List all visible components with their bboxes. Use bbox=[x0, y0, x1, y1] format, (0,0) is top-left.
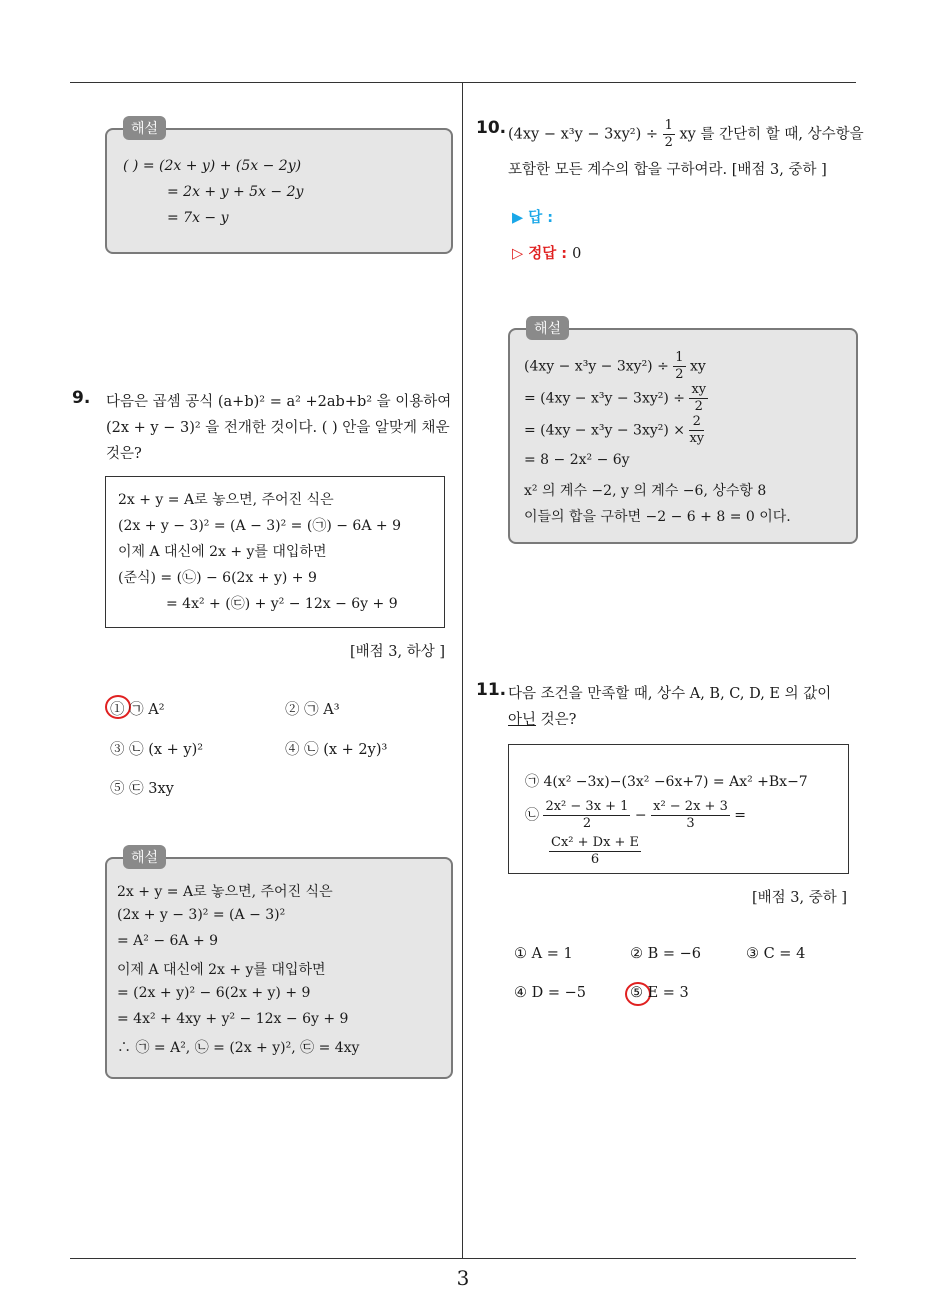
solution-line: = 2x + y + 5x − 2y bbox=[167, 184, 304, 200]
solution-box-q8 bbox=[105, 121, 453, 254]
solution-line bbox=[524, 382, 708, 415]
solution-line: 2x + y = A로 놓으면, 주어진 식은 bbox=[117, 884, 333, 900]
choice-2[interactable]: ② B = −6 bbox=[630, 946, 702, 962]
choice-3[interactable]: ③ ㉡ (x + y)² bbox=[110, 742, 204, 758]
solution-line: (2x + y − 3)² = (A − 3)² bbox=[117, 907, 286, 923]
box-line: = 4x² + (㉢) + y² − 12x − 6y + 9 bbox=[166, 596, 398, 612]
operator: = bbox=[734, 807, 747, 824]
correct-label: ▷ 정답 : bbox=[512, 246, 568, 262]
fraction-denominator: 2 bbox=[694, 399, 703, 414]
question-text bbox=[508, 118, 864, 151]
solution-line: ( ) = (2x + y) + (5x − 2y) bbox=[123, 158, 302, 174]
box-line bbox=[549, 835, 641, 868]
choice-3[interactable]: ③ C = 4 bbox=[746, 946, 806, 962]
choice-1[interactable]: ① A = 1 bbox=[514, 946, 573, 962]
fraction-numerator: x² − 2x + 3 bbox=[653, 799, 728, 814]
fraction bbox=[549, 835, 641, 868]
question-text: (2x + y − 3)² 을 전개한 것이다. ( ) 안을 알맞게 채운 bbox=[106, 420, 450, 436]
condition-box-q9 bbox=[105, 476, 445, 628]
choice-5[interactable]: ⑤ E = 3 bbox=[630, 985, 689, 1001]
solution-line bbox=[524, 414, 704, 447]
box-line bbox=[525, 799, 746, 832]
fraction bbox=[689, 414, 704, 447]
solution-tag: 해설 bbox=[123, 845, 166, 869]
fraction-denominator: xy bbox=[689, 431, 705, 446]
fraction bbox=[651, 799, 730, 832]
solution-line: = A² − 6A + 9 bbox=[117, 933, 219, 949]
expression: = (4xy − x³y − 3xy²) × bbox=[524, 422, 685, 439]
question-number: 10. bbox=[476, 118, 507, 138]
solution-line: = 8 − 2x² − 6y bbox=[524, 452, 630, 468]
solution-line bbox=[524, 350, 706, 383]
fraction-denominator: 2 bbox=[675, 367, 684, 382]
fraction-numerator: 1 bbox=[675, 350, 684, 365]
solution-tag: 해설 bbox=[123, 116, 166, 140]
fraction-denominator: 2 bbox=[582, 816, 592, 831]
question-text bbox=[508, 708, 576, 729]
operator: − bbox=[634, 807, 647, 824]
question-text: 것은? bbox=[106, 446, 142, 462]
fraction bbox=[663, 118, 675, 151]
score-label: [배점 3, 중하 ] bbox=[752, 890, 848, 906]
question-text: 다음은 곱셈 공식 (a+b)² = a² +2ab+b² 을 이용하여 bbox=[106, 394, 452, 410]
solution-line: = 4x² + 4xy + y² − 12x − 6y + 9 bbox=[117, 1011, 349, 1027]
solution-line: x² 의 계수 −2, y 의 계수 −6, 상수항 8 bbox=[524, 483, 767, 499]
box-line: ㉠ 4(x² −3x)−(3x² −6x+7) = Ax² +Bx−7 bbox=[525, 774, 808, 790]
emphasis-underline: 아닌 bbox=[508, 712, 537, 728]
fraction-numerator: xy bbox=[691, 382, 707, 397]
choice-4[interactable]: ④ ㉡ (x + 2y)³ bbox=[285, 742, 388, 758]
box-line: (2x + y − 3)² = (A − 3)² = (㉠) − 6A + 9 bbox=[118, 518, 401, 534]
question-text-rest: 것은? bbox=[536, 712, 577, 728]
fraction bbox=[543, 799, 630, 832]
box-line: (준식) = (㉡) − 6(2x + y) + 9 bbox=[118, 570, 317, 586]
fraction-denominator: 2 bbox=[664, 135, 673, 150]
fraction bbox=[689, 382, 708, 415]
condition-box-q11 bbox=[508, 744, 849, 874]
solution-tag: 해설 bbox=[526, 316, 569, 340]
fraction bbox=[673, 350, 685, 383]
column-divider bbox=[462, 83, 463, 1258]
question-text: 포함한 모든 계수의 합을 구하여라. [배점 3, 중하 ] bbox=[508, 162, 827, 178]
fraction-numerator: 2x² − 3x + 1 bbox=[545, 799, 629, 814]
question-text: 다음 조건을 만족할 때, 상수 A, B, C, D, E 의 값이 bbox=[508, 686, 832, 702]
solution-line: = 7x − y bbox=[167, 210, 229, 226]
fraction-denominator: 6 bbox=[590, 852, 600, 867]
fraction-numerator: Cx² + Dx + E bbox=[551, 835, 640, 850]
expression: = (4xy − x³y − 3xy²) ÷ bbox=[524, 390, 685, 407]
fraction-numerator: 2 bbox=[689, 414, 704, 431]
choice-1[interactable]: ① ㉠ A² bbox=[110, 702, 165, 718]
fraction-denominator: 3 bbox=[686, 816, 695, 831]
question-number: 11. bbox=[476, 680, 507, 700]
page-number: 3 bbox=[456, 1266, 470, 1290]
question-number: 9. bbox=[72, 388, 91, 408]
expression: (4xy − x³y − 3xy²) ÷ bbox=[524, 358, 669, 375]
solution-line: 이들의 합을 구하면 −2 − 6 + 8 = 0 이다. bbox=[524, 509, 791, 525]
choice-2[interactable]: ② ㉠ A³ bbox=[285, 702, 340, 718]
expression: (4xy − x³y − 3xy²) ÷ bbox=[508, 126, 658, 143]
solution-box-q9 bbox=[105, 850, 453, 1079]
expression: xy bbox=[690, 358, 706, 375]
fraction-numerator: 1 bbox=[664, 118, 673, 133]
choice-5[interactable]: ⑤ ㉢ 3xy bbox=[110, 781, 174, 797]
correct-answer-label bbox=[512, 242, 581, 263]
top-rule bbox=[70, 82, 856, 83]
expression: xy 를 간단히 할 때, 상수항을 bbox=[679, 126, 864, 143]
box-line: 이제 A 대신에 2x + y를 대입하면 bbox=[118, 544, 327, 560]
solution-line: = (2x + y)² − 6(2x + y) + 9 bbox=[117, 985, 311, 1001]
marker: ㉡ bbox=[525, 807, 539, 824]
solution-line: ∴ ㉠ = A², ㉡ = (2x + y)², ㉢ = 4xy bbox=[117, 1040, 360, 1056]
box-line: 2x + y = A로 놓으면, 주어진 식은 bbox=[118, 492, 334, 508]
bottom-rule bbox=[70, 1258, 856, 1259]
score-label: [배점 3, 하상 ] bbox=[350, 644, 446, 660]
answer-field[interactable]: ▶ 답 : bbox=[512, 210, 554, 226]
solution-line: 이제 A 대신에 2x + y를 대입하면 bbox=[117, 962, 326, 978]
correct-value: 0 bbox=[572, 246, 582, 262]
choice-4[interactable]: ④ D = −5 bbox=[514, 985, 586, 1001]
solution-box-q10 bbox=[508, 321, 858, 544]
